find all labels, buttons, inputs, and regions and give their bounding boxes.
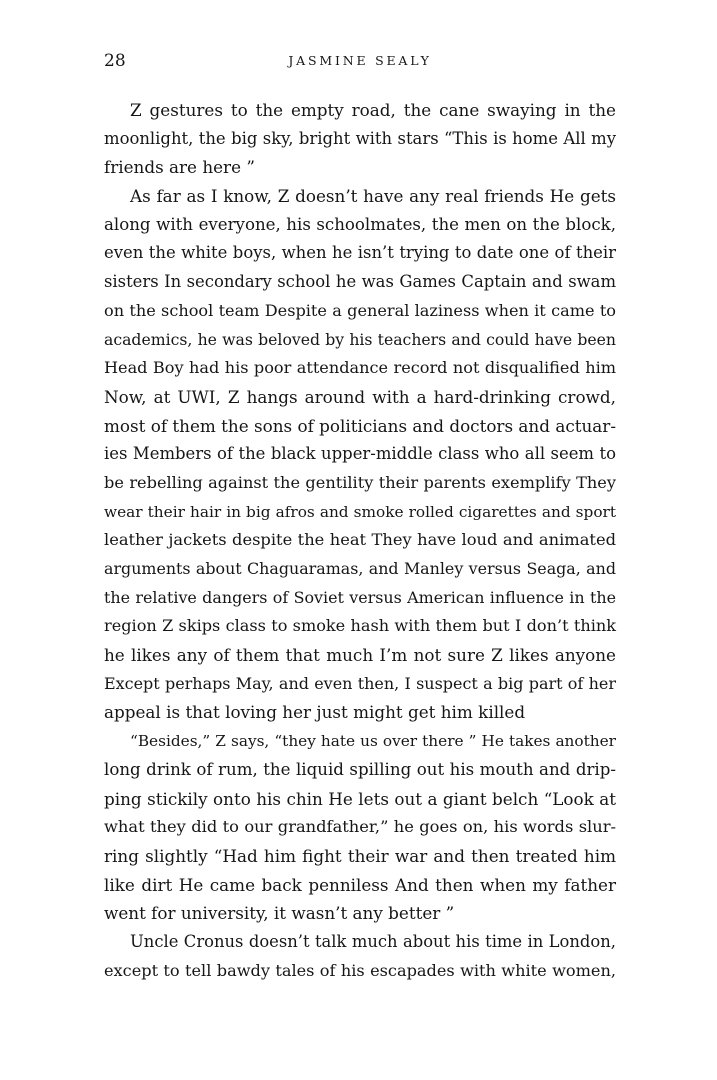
- text-line: friends are here ”: [104, 157, 255, 178]
- page-number: 28: [104, 51, 126, 71]
- running-header: [104, 50, 616, 72]
- text-line: sisters In secondary school he was Games Captain and swam: [104, 272, 616, 292]
- text-line: except to tell bawdy tales of his escapades with white women,: [104, 960, 616, 980]
- text-line: ping stickily onto his chin He lets out a giant belch “Look at: [104, 788, 616, 809]
- body-text: [104, 96, 616, 985]
- text-line: he likes any of them that much I’m not sure Z likes anyone: [104, 645, 616, 666]
- text-line: what they did to our grandfather,” he goes on, his words slur-: [104, 817, 616, 837]
- text-line: academics, he was beloved by his teachers and could have been: [104, 329, 616, 349]
- text-line: Now, at UWI, Z hangs around with a hard-drinking crowd,: [104, 386, 616, 407]
- text-line: “Besides,” Z says, “they hate us over there ” He takes another: [130, 732, 616, 751]
- text-line: along with everyone, his schoolmates, the men on the block,: [104, 214, 616, 234]
- text-line: Head Boy had his poor attendance record not disqualified him: [104, 358, 616, 378]
- text-line: most of them the sons of politicians and doctors and actuar-: [104, 415, 616, 436]
- text-line: region Z skips class to smoke hash with them but I don’t think: [104, 616, 616, 636]
- text-line: appeal is that loving her just might get him killed: [104, 702, 526, 723]
- text-line: ring slightly “Had him fight their war and then treated him: [104, 845, 616, 866]
- text-line: Z gestures to the empty road, the cane swaying in the: [130, 100, 616, 120]
- text-line: leather jackets despite the heat They have loud and animated: [104, 530, 616, 550]
- text-line: went for university, it wasn’t any better ”: [104, 903, 455, 924]
- text-line: wear their hair in big afros and smoke rolled cigarettes and sport: [104, 502, 616, 521]
- text-line: be rebelling against the gentility their parents exemplify They: [104, 472, 616, 492]
- text-line: long drink of rum, the liquid spilling out his mouth and drip-: [104, 759, 616, 779]
- text-line: ies Members of the black upper-middle class who all seem to: [104, 444, 616, 464]
- running-title: JASMINE SEALY: [288, 53, 432, 68]
- text-line: As far as I know, Z doesn’t have any real friends He gets: [130, 186, 616, 207]
- text-line: moonlight, the big sky, bright with stars “This is home All my: [104, 128, 616, 148]
- text-line: Except perhaps May, and even then, I suspect a big part of her: [104, 673, 616, 693]
- text-line: even the white boys, when he isn’t trying to date one of their: [104, 243, 616, 263]
- text-line: Uncle Cronus doesn’t talk much about his time in London,: [130, 931, 616, 951]
- text-line: the relative dangers of Soviet versus American influence in the: [104, 587, 616, 607]
- text-line: like dirt He came back penniless And then when my father: [104, 874, 616, 895]
- text-line: arguments about Chaguaramas, and Manley versus Seaga, and: [104, 559, 616, 578]
- text-line: on the school team Despite a general laziness when it came to: [104, 300, 616, 320]
